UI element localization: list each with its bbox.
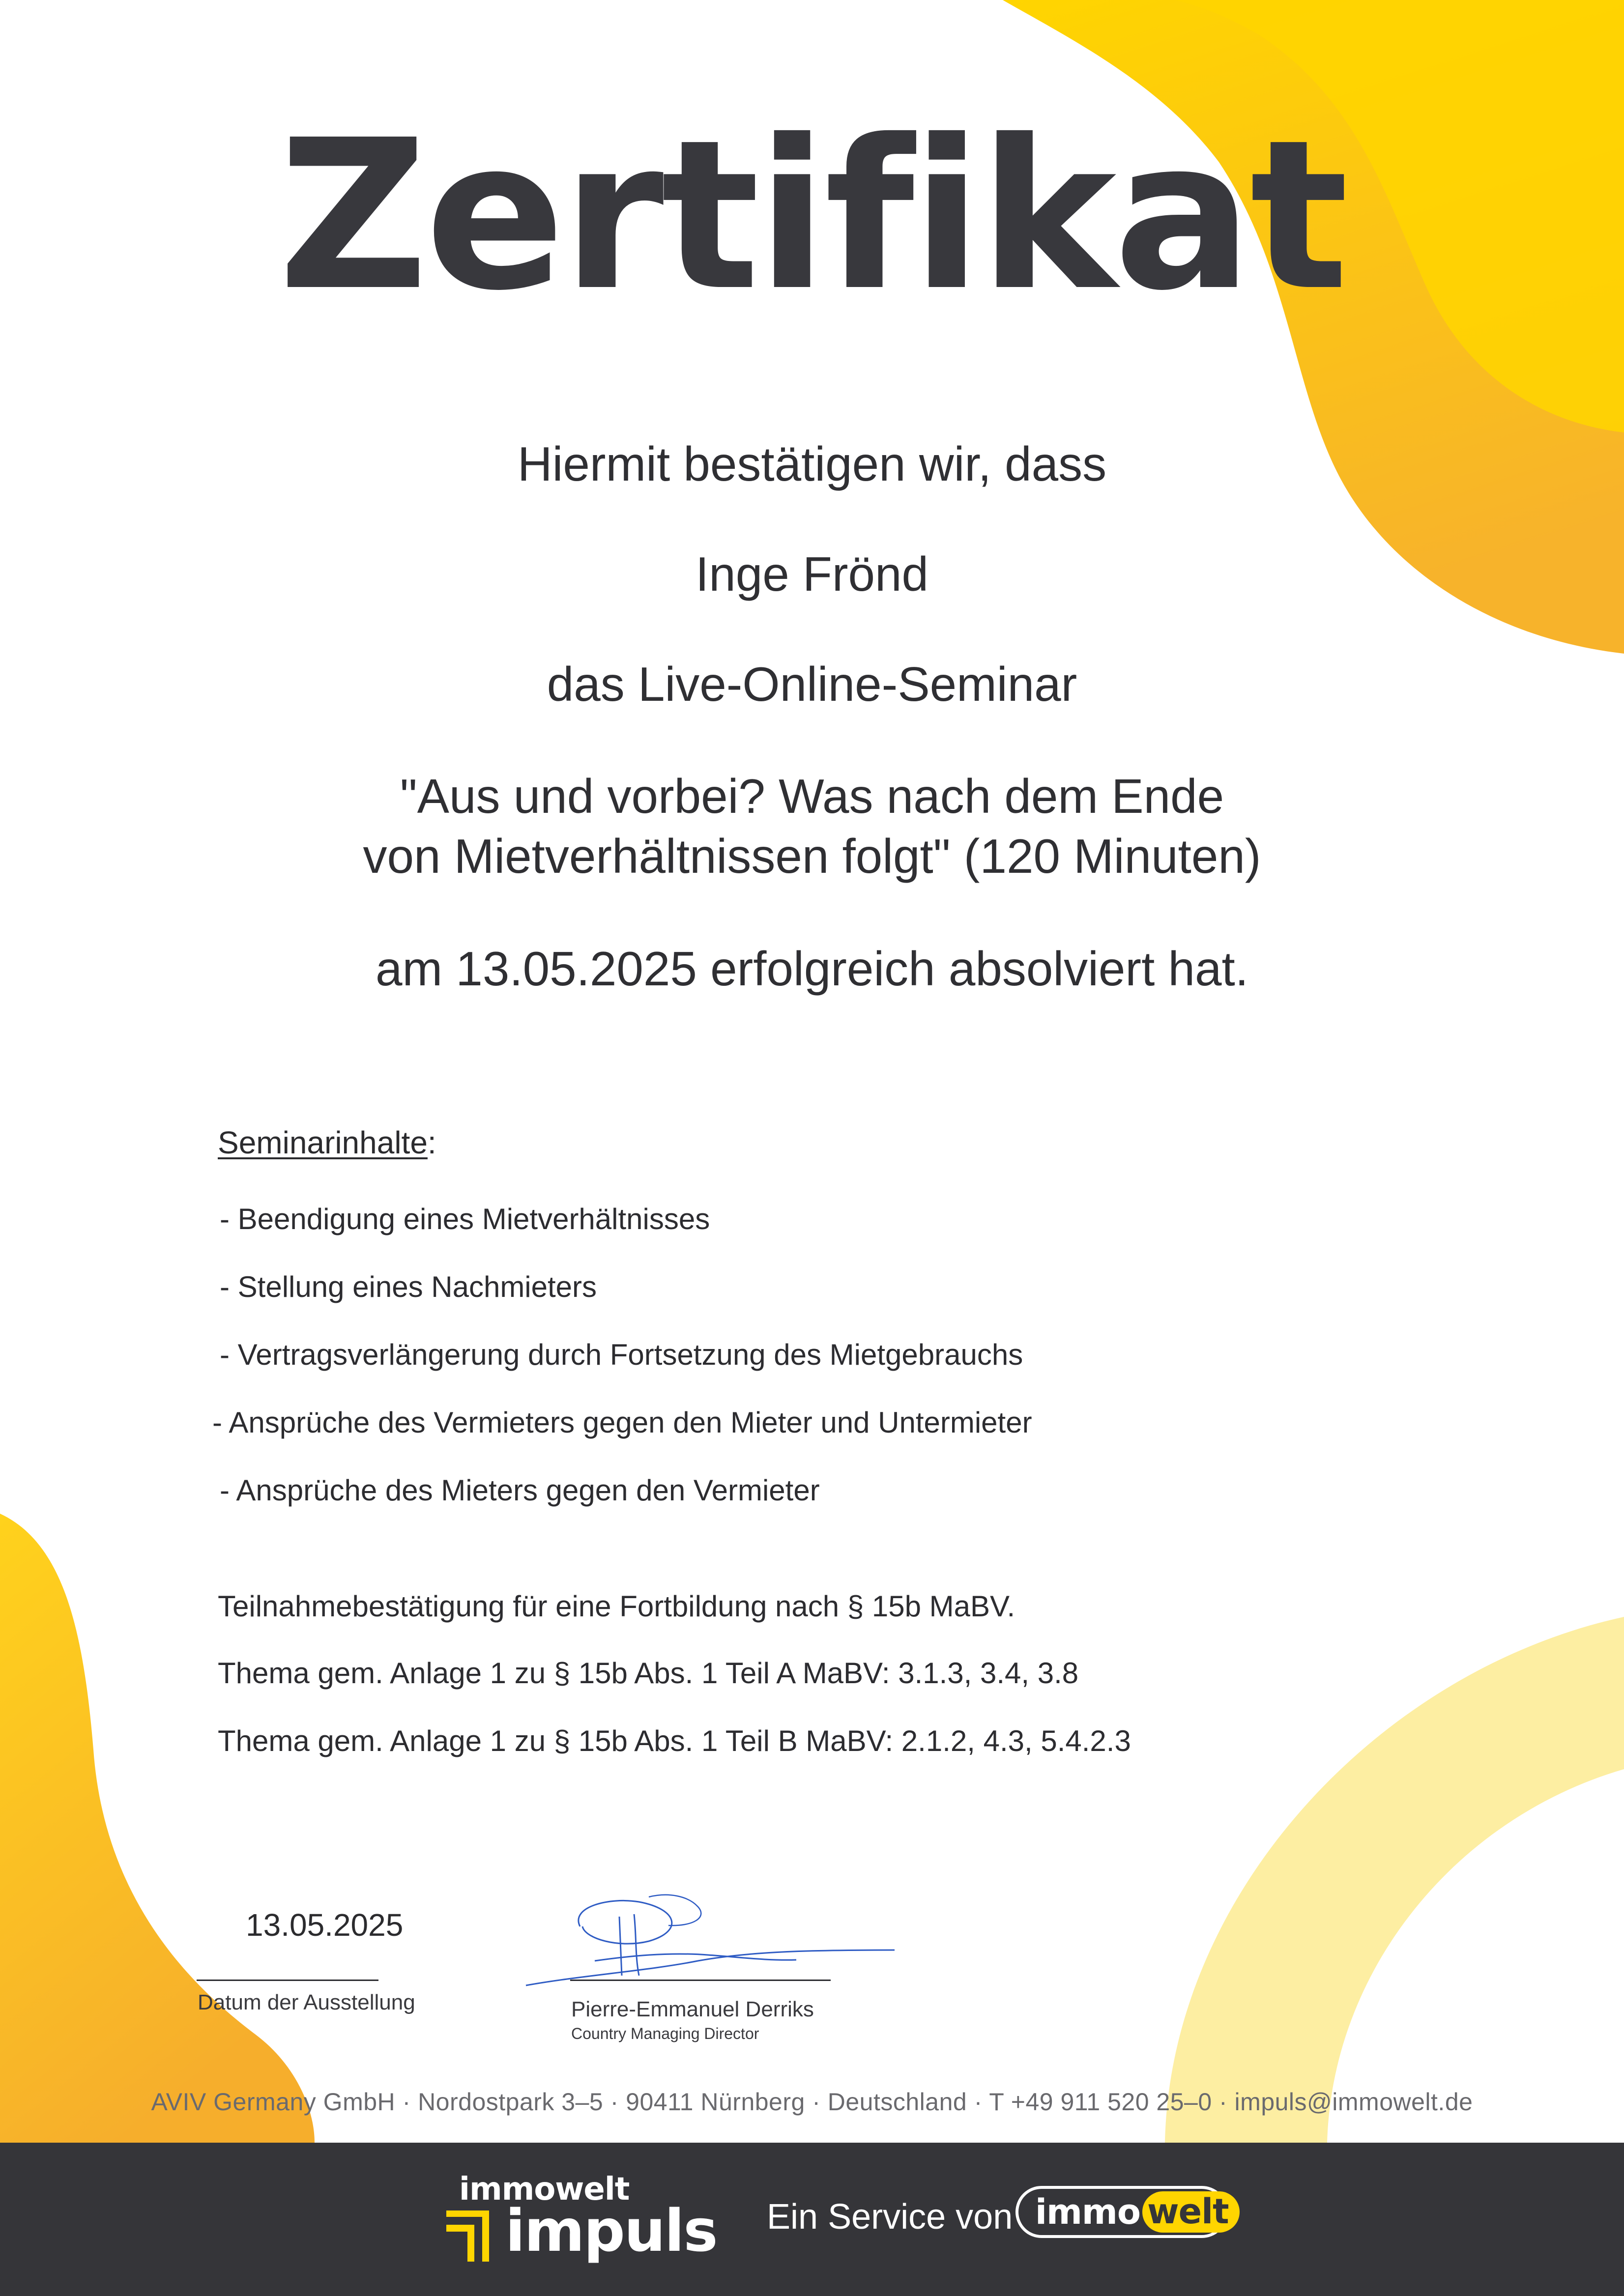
certificate-title: Zertifikat xyxy=(278,96,1346,336)
date-line xyxy=(197,1980,378,1981)
contents-label-colon: : xyxy=(427,1125,436,1160)
seminar-format: das Live-Online-Seminar xyxy=(547,657,1077,711)
signer-name: Pierre-Emmanuel Derriks xyxy=(571,1997,814,2021)
completion-text: am 13.05.2025 erfolgreich absolviert hat. xyxy=(376,942,1248,996)
content-item: - Vertragsverlängerung durch Fortsetzung des Mietgebrauchs xyxy=(220,1338,1023,1371)
company-address: AVIV Germany GmbH · Nordostpark 3–5 · 90411 Nürnberg · Deutschland · T +49 911 520 25–0 · impuls@immowelt.de xyxy=(151,2088,1473,2116)
signer-title: Country Managing Director xyxy=(571,2025,759,2042)
immowelt-logo-part1: immo xyxy=(1035,2192,1140,2232)
contents-heading xyxy=(218,1124,436,1161)
note-mabv: Teilnahmebestätigung für eine Fortbildung nach § 15b MaBV. xyxy=(218,1590,1015,1623)
service-text: Ein Service von xyxy=(767,2197,1013,2237)
date-label: Datum der Ausstellung xyxy=(198,1990,415,2014)
seminar-title-line2: von Mietverhältnissen folgt" (120 Minuten) xyxy=(363,829,1261,883)
intro-text: Hiermit bestätigen wir, dass xyxy=(517,437,1107,491)
note-topic-b: Thema gem. Anlage 1 zu § 15b Abs. 1 Teil B MaBV: 2.1.2, 4.3, 5.4.2.3 xyxy=(218,1724,1131,1757)
participant-name: Inge Frönd xyxy=(696,547,928,601)
content-item: - Ansprüche des Vermieters gegen den Mieter und Untermieter xyxy=(212,1406,1032,1439)
impuls-logo-icon xyxy=(444,2210,499,2265)
contents-label: Seminarinhalte xyxy=(218,1125,428,1160)
brand-name-main: impuls xyxy=(505,2197,717,2265)
issue-date: 13.05.2025 xyxy=(246,1907,404,1943)
immowelt-logo-part2: welt xyxy=(1142,2191,1240,2233)
signer-line xyxy=(570,1980,831,1981)
seminar-title-line1: "Aus und vorbei? Was nach dem Ende xyxy=(400,769,1224,823)
content-item: - Ansprüche des Mieters gegen den Vermieter xyxy=(220,1474,820,1507)
content-item: - Beendigung eines Mietverhältnisses xyxy=(220,1203,710,1235)
signature-image xyxy=(521,1887,904,2005)
immowelt-logo xyxy=(1015,2186,1228,2238)
content-item: - Stellung eines Nachmieters xyxy=(220,1270,597,1303)
brand-name-top: immowelt xyxy=(459,2171,630,2208)
bottom-right-arc xyxy=(1165,1617,1624,2143)
note-topic-a: Thema gem. Anlage 1 zu § 15b Abs. 1 Teil A MaBV: 3.1.3, 3.4, 3.8 xyxy=(218,1657,1079,1690)
